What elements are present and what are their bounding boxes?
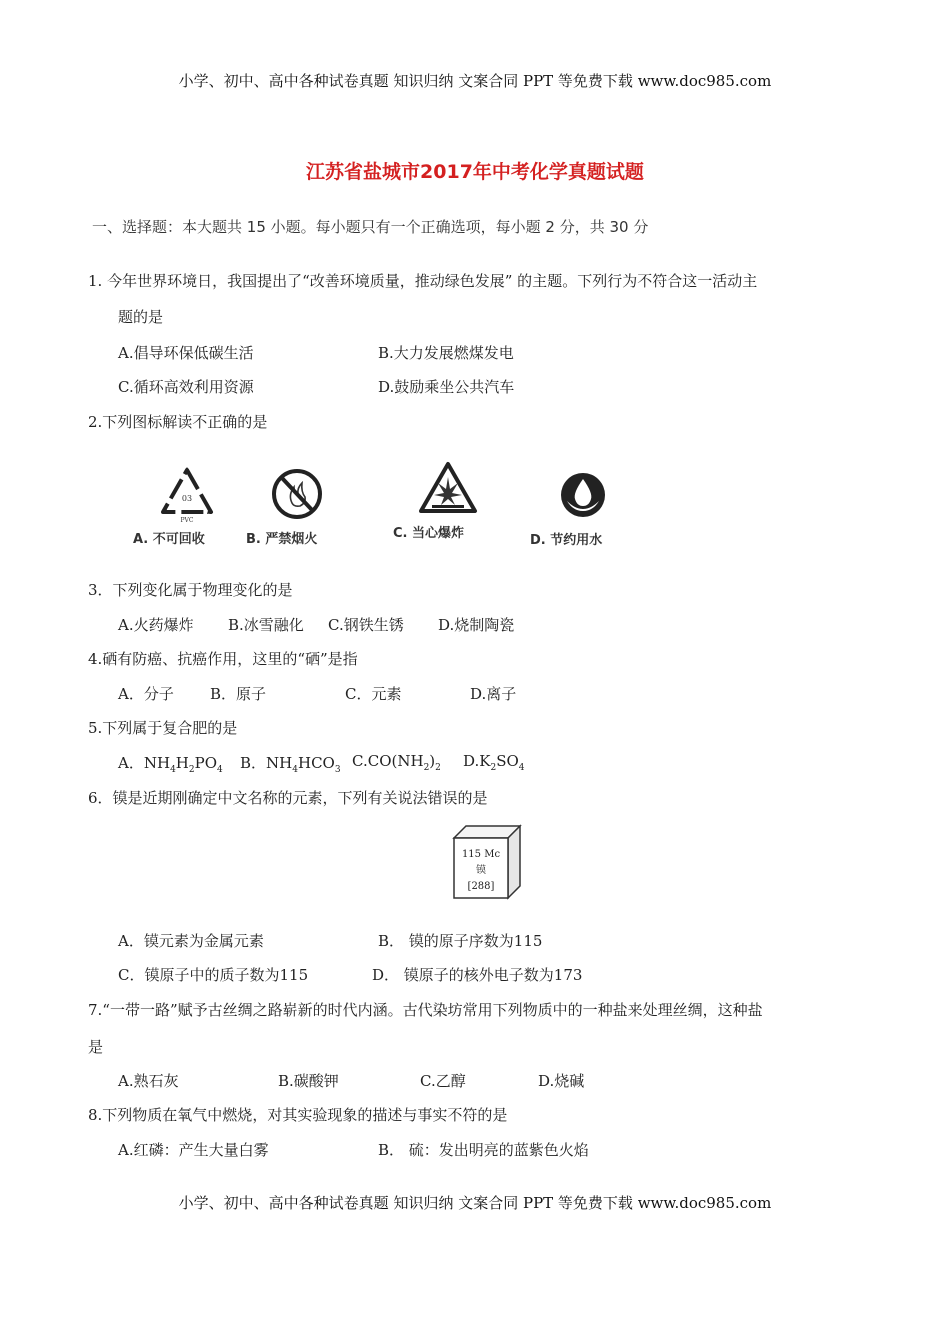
question-3-stem: 3．下列变化属于物理变化的是 [88, 581, 293, 599]
question-7-stem-line1: 7.“一带一路”赋予古丝绸之路崭新的时代内涵。古代染坊常用下列物质中的一种盐来处理丝绸，这种盐 [88, 1001, 763, 1019]
question-7-option-b: B.碳酸钾 [278, 1072, 339, 1090]
question-5-option-c: $C.CO(NH_2)_2$ [352, 752, 441, 773]
question-5-option-a: A．$NH_4H_2PO_4$ [118, 754, 223, 775]
page-title: 江苏省盐城市2017年中考化学真题试题 [306, 161, 644, 183]
recycle-label: PVC [180, 517, 194, 524]
question-1-option-d: D.鼓励乘坐公共汽车 [378, 378, 515, 396]
element-name: 镆 [476, 865, 486, 876]
question-8-option-b: B． 硫：发出明亮的蓝紫色火焰 [378, 1141, 589, 1159]
page-footer: 小学、初中、高中各种试卷真题 知识归纳 文案合同 PPT 等免费下载 www.doc985.com [178, 1194, 772, 1212]
symbol-d-caption: D. 节约用水 [530, 533, 603, 548]
question-4-option-d: D.离子 [470, 685, 517, 703]
question-3-option-b: B.冰雪融化 [228, 616, 304, 634]
question-5-option-b: B．$NH_4HCO_3$ [240, 754, 341, 775]
question-4-option-a: A．分子 [118, 685, 174, 703]
question-1-option-a: A.倡导环保低碳生活 [118, 344, 254, 362]
question-8-option-a: A.红磷：产生大量白雾 [118, 1141, 269, 1159]
question-1-stem-line2: 题的是 [118, 308, 164, 326]
question-2-stem: 2.下列图标解读不正确的是 [88, 413, 268, 431]
question-3-option-d: D.烧制陶瓷 [438, 616, 515, 634]
symbol-a-caption: A. 不可回收 [133, 532, 205, 547]
question-3-option-a: A.火药爆炸 [118, 616, 194, 634]
question-4-stem: 4.硒有防癌、抗癌作用，这里的“硒”是指 [88, 650, 358, 668]
question-8-stem: 8.下列物质在氧气中燃烧，对其实验现象的描述与事实不符的是 [88, 1106, 508, 1124]
save-water-icon [557, 469, 609, 521]
symbol-c-caption: C. 当心爆炸 [393, 526, 465, 541]
element-number-symbol: 115 Mc [461, 849, 501, 860]
question-6-option-a: A．镆元素为金属元素 [118, 932, 264, 950]
question-7-option-c: C.乙醇 [420, 1072, 466, 1090]
no-fire-icon [270, 467, 324, 521]
page-header: 小学、初中、高中各种试卷真题 知识归纳 文案合同 PPT 等免费下载 www.doc985.com [178, 72, 772, 90]
question-7-option-d: D.烧碱 [538, 1072, 585, 1090]
element-cube-image [448, 822, 524, 902]
question-6-stem: 6．镆是近期刚确定中文名称的元素，下列有关说法错误的是 [88, 789, 488, 807]
question-6-option-b: B． 镆的原子序数为115 [378, 932, 543, 950]
question-5-option-d: $D.K_2SO_4$ [463, 752, 525, 773]
recycle-pvc-icon [158, 466, 216, 524]
question-5-stem: 5.下列属于复合肥的是 [88, 719, 238, 737]
recycle-code: 03 [181, 494, 193, 503]
question-1-option-c: C.循环高效利用资源 [118, 378, 254, 396]
question-7-stem-line2: 是 [88, 1038, 104, 1056]
question-3-option-c: C.钢铁生锈 [328, 616, 404, 634]
question-4-option-b: B．原子 [210, 685, 267, 703]
question-7-option-a: A.熟石灰 [118, 1072, 179, 1090]
question-6-option-c: C．镆原子中的质子数为115 [118, 966, 309, 984]
symbol-b-caption: B. 严禁烟火 [246, 532, 318, 547]
explosion-warning-icon [418, 461, 478, 515]
element-mass: [288] [467, 881, 495, 892]
question-1-option-b: B.大力发展燃煤发电 [378, 344, 514, 362]
question-1-stem-line1: 1. 今年世界环境日，我国提出了“改善环境质量，推动绿色发展” 的主题。下列行为不符合这一活动主 [88, 272, 758, 290]
question-6-option-d: D． 镆原子的核外电子数为173 [372, 966, 583, 984]
question-4-option-c: C．元素 [345, 685, 402, 703]
section-heading: 一、选择题：本大题共 15 小题。每小题只有一个正确选项，每小题 2 分，共 30 分 [92, 218, 649, 236]
